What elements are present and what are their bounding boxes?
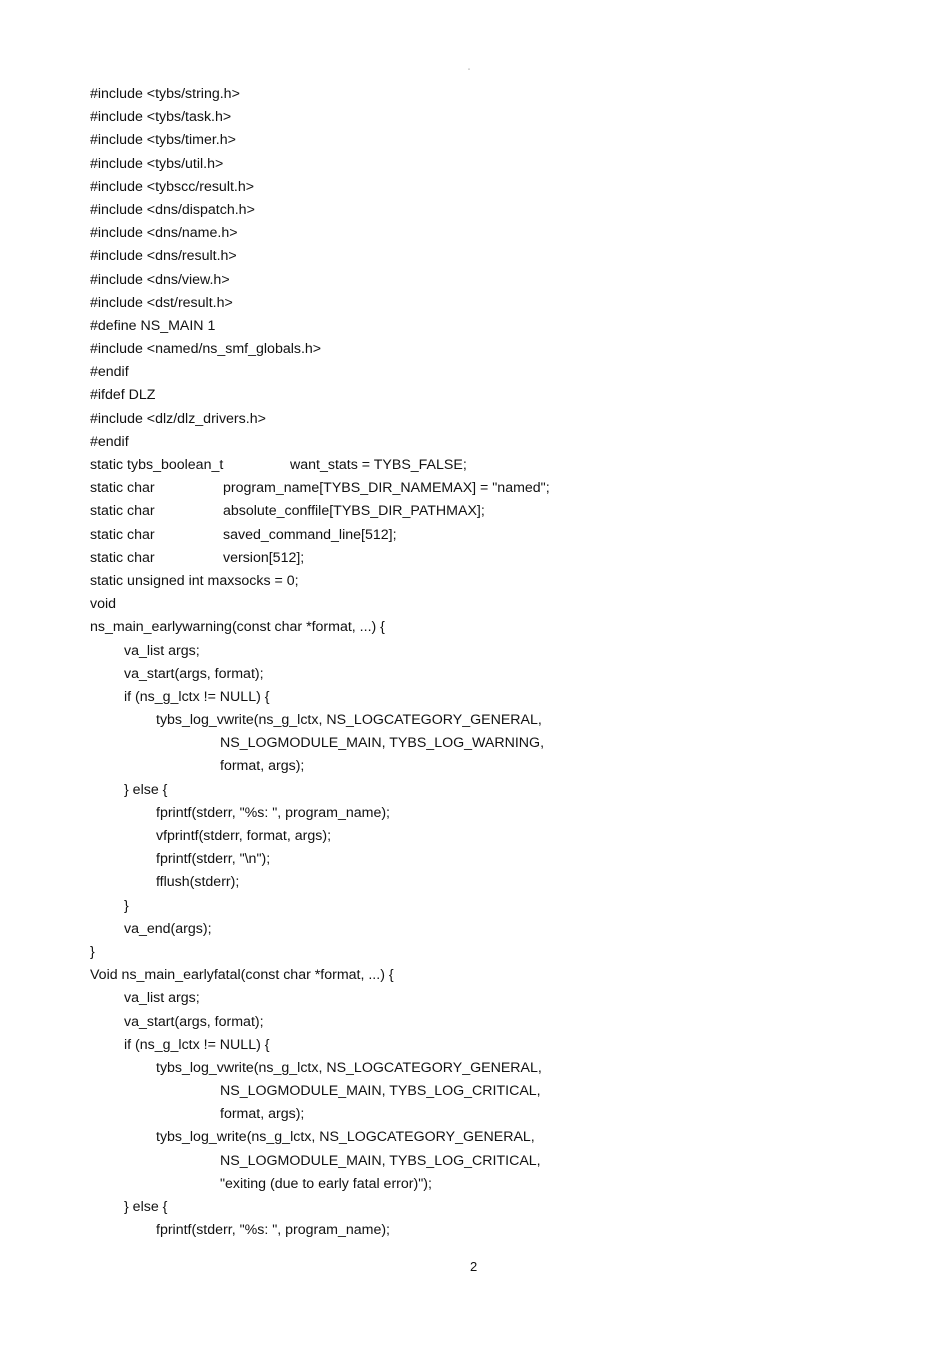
code-text-column: absolute_conffile[TYBS_DIR_PATHMAX]; bbox=[223, 503, 485, 520]
code-line bbox=[90, 825, 850, 848]
code-line bbox=[90, 1011, 850, 1034]
code-text: fflush(stderr); bbox=[156, 874, 240, 891]
code-text: fprintf(stderr, "%s: ", program_name); bbox=[156, 1222, 390, 1239]
code-text: #define NS_MAIN 1 bbox=[90, 317, 216, 334]
code-text: ns_main_earlywarning(const char *format, ...) { bbox=[90, 619, 385, 636]
code-line bbox=[90, 732, 850, 755]
code-line bbox=[90, 779, 850, 802]
code-text-column: version[512]; bbox=[223, 549, 305, 566]
code-text: #include <dst/result.h> bbox=[90, 294, 233, 311]
code-text: "exiting (due to early fatal error)"); bbox=[220, 1175, 432, 1192]
code-line bbox=[90, 1034, 850, 1057]
code-line bbox=[90, 524, 850, 547]
code-text: } bbox=[90, 943, 95, 960]
code-line bbox=[90, 361, 850, 384]
code-text: NS_LOGMODULE_MAIN, TYBS_LOG_WARNING, bbox=[220, 735, 545, 752]
code-line bbox=[90, 315, 850, 338]
code-text: format, args); bbox=[220, 758, 305, 775]
code-text: #include <dns/result.h> bbox=[90, 248, 237, 265]
code-text: #include <tybs/task.h> bbox=[90, 109, 232, 126]
code-text: fprintf(stderr, "\n"); bbox=[156, 851, 271, 868]
code-line bbox=[90, 1219, 850, 1242]
code-text: #include <dlz/dlz_drivers.h> bbox=[90, 410, 266, 427]
code-line bbox=[90, 269, 850, 292]
code-text: tybs_log_vwrite(ns_g_lctx, NS_LOGCATEGORY_GENERAL, bbox=[156, 712, 542, 729]
code-line bbox=[90, 408, 850, 431]
code-line bbox=[90, 918, 850, 941]
code-text: #include <tybs/string.h> bbox=[90, 86, 240, 102]
code-listing bbox=[90, 83, 850, 1242]
code-text: static char bbox=[90, 549, 155, 566]
code-line bbox=[90, 176, 850, 199]
code-text: fprintf(stderr, "%s: ", program_name); bbox=[156, 804, 390, 821]
code-line bbox=[90, 1057, 850, 1080]
code-text: #include <tybs/util.h> bbox=[90, 155, 224, 172]
code-line bbox=[90, 292, 850, 315]
code-text: format, args); bbox=[220, 1106, 305, 1123]
code-text: #include <dns/view.h> bbox=[90, 271, 230, 288]
code-text: #include <tybscc/result.h> bbox=[90, 178, 255, 195]
code-line bbox=[90, 1103, 850, 1126]
code-line bbox=[90, 477, 850, 500]
code-text: vfprintf(stderr, format, args); bbox=[156, 828, 332, 844]
code-text: #include <dns/dispatch.h> bbox=[90, 201, 255, 218]
code-line bbox=[90, 199, 850, 222]
code-line bbox=[90, 500, 850, 523]
code-text: #endif bbox=[90, 433, 129, 450]
code-line bbox=[90, 895, 850, 918]
code-line bbox=[90, 663, 850, 686]
code-line bbox=[90, 616, 850, 639]
code-line bbox=[90, 1196, 850, 1219]
code-line bbox=[90, 222, 850, 245]
code-line bbox=[90, 384, 850, 407]
code-line bbox=[90, 802, 850, 825]
code-text: static tybs_boolean_t bbox=[90, 457, 224, 473]
code-line bbox=[90, 964, 850, 987]
code-line bbox=[90, 593, 850, 616]
code-line bbox=[90, 686, 850, 709]
code-line bbox=[90, 106, 850, 129]
code-text: if (ns_g_lctx != NULL) { bbox=[124, 1036, 270, 1053]
code-text-column: want_stats = TYBS_FALSE; bbox=[290, 457, 467, 473]
code-line bbox=[90, 709, 850, 732]
code-line bbox=[90, 454, 850, 477]
code-text: } bbox=[124, 897, 129, 914]
code-text: void bbox=[90, 596, 117, 613]
code-line bbox=[90, 987, 850, 1010]
code-line bbox=[90, 1150, 850, 1173]
code-line bbox=[90, 570, 850, 593]
header-mark: " bbox=[468, 69, 471, 75]
code-line bbox=[90, 640, 850, 663]
code-line bbox=[90, 431, 850, 454]
code-text: #include <tybs/timer.h> bbox=[90, 132, 236, 149]
code-text: Void ns_main_earlyfatal(const char *format, ...) { bbox=[90, 967, 394, 984]
code-line bbox=[90, 245, 850, 268]
code-line bbox=[90, 1126, 850, 1149]
code-text: tybs_log_write(ns_g_lctx, NS_LOGCATEGORY_GENERAL, bbox=[156, 1129, 535, 1146]
code-text: va_start(args, format); bbox=[124, 665, 264, 682]
code-text: static unsigned int maxsocks = 0; bbox=[90, 572, 299, 589]
code-line bbox=[90, 871, 850, 894]
code-text: static char bbox=[90, 503, 155, 520]
code-text: #endif bbox=[90, 364, 129, 381]
code-text: } else { bbox=[124, 1199, 168, 1215]
code-line bbox=[90, 1080, 850, 1103]
page-number: 2 bbox=[470, 1259, 478, 1274]
code-text: NS_LOGMODULE_MAIN, TYBS_LOG_CRITICAL, bbox=[220, 1152, 541, 1169]
code-text: static char bbox=[90, 480, 155, 497]
code-text-column: program_name[TYBS_DIR_NAMEMAX] = "named"; bbox=[223, 480, 550, 497]
code-text: } else { bbox=[124, 781, 168, 798]
code-text: va_start(args, format); bbox=[124, 1013, 264, 1030]
code-line bbox=[90, 755, 850, 778]
code-text: if (ns_g_lctx != NULL) { bbox=[124, 688, 270, 705]
code-line bbox=[90, 129, 850, 152]
code-text: NS_LOGMODULE_MAIN, TYBS_LOG_CRITICAL, bbox=[220, 1083, 541, 1100]
code-text-column: saved_command_line[512]; bbox=[223, 526, 397, 543]
code-line bbox=[90, 83, 850, 106]
code-text: tybs_log_vwrite(ns_g_lctx, NS_LOGCATEGORY_GENERAL, bbox=[156, 1059, 542, 1076]
code-text: va_list args; bbox=[124, 990, 200, 1007]
code-line bbox=[90, 153, 850, 176]
code-line bbox=[90, 941, 850, 964]
code-text: #include <named/ns_smf_globals.h> bbox=[90, 341, 322, 358]
code-line bbox=[90, 848, 850, 871]
code-line bbox=[90, 547, 850, 570]
code-text: #ifdef DLZ bbox=[90, 387, 156, 404]
code-text: va_end(args); bbox=[124, 920, 212, 937]
code-text: #include <dns/name.h> bbox=[90, 225, 238, 242]
code-line bbox=[90, 338, 850, 361]
code-line bbox=[90, 1173, 850, 1196]
code-text: va_list args; bbox=[124, 642, 200, 659]
code-text: static char bbox=[90, 526, 155, 543]
